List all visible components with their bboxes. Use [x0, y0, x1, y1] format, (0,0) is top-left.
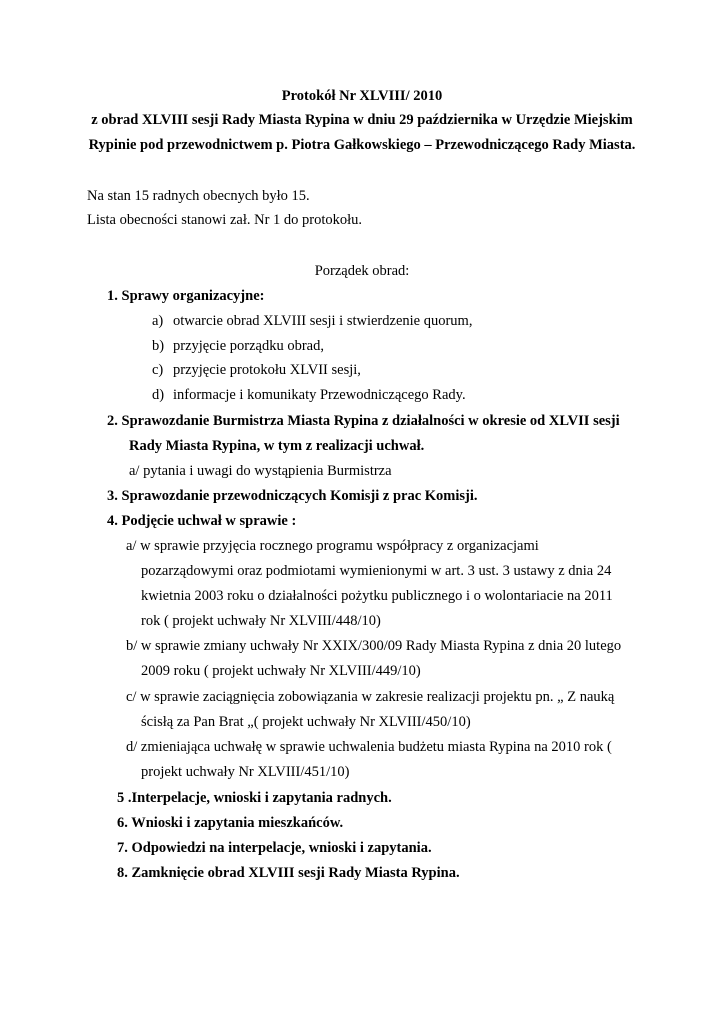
agenda-item-4-a-line-2: pozarządowymi oraz podmiotami wymienionymi w art. 3 ust. 3 ustawy z dnia 24	[141, 563, 612, 579]
protocol-title: Protokół Nr XLVIII/ 2010	[281, 88, 443, 104]
agenda-item-1-marker-a: a)	[152, 313, 164, 329]
agenda-item-4: 4. Podjęcie uchwał w sprawie :	[107, 513, 297, 529]
agenda-item-4-c-line-2: ścisłą za Pan Brat „( projekt uchwały Nr XLVIII/450/10)	[141, 714, 471, 730]
agenda-item-2-line-2: Rady Miasta Rypina, w tym z realizacji uchwał.	[129, 438, 425, 454]
agenda-item-4-c-line-1: c/ w sprawie zaciągnięcia zobowiązania w zakresie realizacji projektu pn. „ Z nauką	[126, 689, 615, 705]
protocol-subtitle-line-2: Rypinie pod przewodnictwem p. Piotra Gałkowskiego – Przewodniczącego Rady Miasta.	[88, 137, 636, 153]
agenda-item-4-d-line-2: projekt uchwały Nr XLVIII/451/10)	[141, 764, 350, 780]
agenda-item-1-sub-a: otwarcie obrad XLVIII sesji i stwierdzenie quorum,	[173, 313, 473, 329]
agenda-item-1-marker-c: c)	[152, 362, 164, 378]
agenda-item-4-b-line-1: b/ w sprawie zmiany uchwały Nr XXIX/300/09 Rady Miasta Rypina z dnia 20 lutego	[126, 638, 622, 654]
agenda-item-6: 6. Wnioski i zapytania mieszkańców.	[117, 815, 344, 831]
agenda-item-4-a-line-3: kwietnia 2003 roku o działalności pożytku publicznego i o wolontariacie na 2011	[141, 588, 613, 604]
agenda-item-5: 5 .Interpelacje, wnioski i zapytania radnych.	[117, 790, 392, 806]
agenda-heading: Porządek obrad:	[314, 263, 410, 279]
agenda-item-1-marker-b: b)	[152, 338, 165, 354]
agenda-item-8: 8. Zamknięcie obrad XLVIII sesji Rady Miasta Rypina.	[117, 865, 460, 881]
agenda-item-2-line-1: 2. Sprawozdanie Burmistrza Miasta Rypina z działalności w okresie od XLVII sesji	[107, 413, 620, 429]
agenda-item-4-b-line-2: 2009 roku ( projekt uchwały Nr XLVIII/449/10)	[141, 663, 421, 679]
agenda-item-1-marker-d: d)	[152, 387, 165, 403]
agenda-item-7: 7. Odpowiedzi na interpelacje, wnioski i zapytania.	[117, 840, 432, 856]
agenda-item-1-sub-d: informacje i komunikaty Przewodniczącego Rady.	[173, 387, 466, 403]
agenda-item-4-d-line-1: d/ zmieniająca uchwałę w sprawie uchwalenia budżetu miasta Rypina na 2010 rok (	[126, 739, 612, 755]
attendance-text: Na stan 15 radnych obecnych było 15.	[87, 188, 310, 204]
agenda-item-1-sub-b: przyjęcie porządku obrad,	[173, 338, 324, 354]
agenda-item-4-a-line-1: a/ w sprawie przyjęcia rocznego programu współpracy z organizacjami	[126, 538, 539, 554]
attendance-list-text: Lista obecności stanowi zał. Nr 1 do protokołu.	[87, 212, 363, 228]
agenda-item-4-a-line-4: rok ( projekt uchwały Nr XLVIII/448/10)	[141, 613, 381, 629]
protocol-subtitle-line-1: z obrad XLVIII sesji Rady Miasta Rypina w dniu 29 października w Urzędzie Miejskim	[91, 112, 633, 128]
agenda-item-3: 3. Sprawozdanie przewodniczących Komisji z prac Komisji.	[107, 488, 478, 504]
agenda-item-2-sub-a: a/ pytania i uwagi do wystąpienia Burmistrza	[129, 463, 392, 479]
agenda-item-1-sub-c: przyjęcie protokołu XLVII sesji,	[173, 362, 361, 378]
agenda-item-1: 1. Sprawy organizacyjne:	[107, 288, 265, 304]
